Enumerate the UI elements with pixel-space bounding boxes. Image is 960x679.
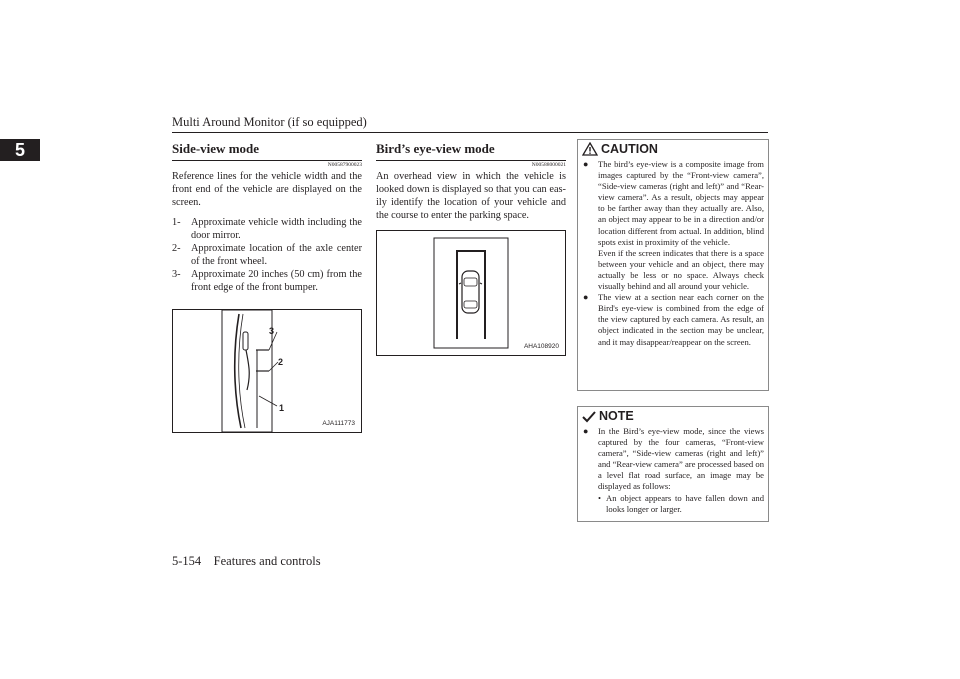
side-view-list — [172, 216, 362, 294]
birds-eye-figure-id: AHA108920 — [523, 343, 559, 350]
chapter-tab: 5 — [0, 139, 40, 161]
birds-eye-body: An overhead view in which the vehicle is looked down is displayed so that you can eas-ily identify the location of your vehicle and the course to enter the parking space. — [376, 171, 566, 221]
note-header — [578, 407, 768, 425]
birds-eye-figure — [376, 230, 566, 356]
bullet-icon: ● — [583, 159, 589, 169]
list-item: ● The view at a section near each corner on the Bird's eye-view is combined from the edge of the view captured by each camera. As result, an object indicated in the section may be unclear, and it may disappear/reappear on the screen. — [583, 292, 764, 347]
side-view-figure-id: AJA111773 — [322, 420, 355, 427]
bullet-icon: ● — [583, 426, 589, 436]
birds-eye-code: N00588000021 — [531, 162, 566, 168]
list-item: • An object appears to have fallen down and looks longer or larger. — [598, 492, 764, 514]
list-item: ● The bird’s eye-view is a composite image from images captured by the “Front-view camera”, “Side-view cameras (right and left)” and “Rear-view camera”. As a result, objects may appear to be farther away than they actually are. Also, an object may appear to be in a direction and/or location different from actual. In addition, blind spots exist in proximity of the vehicle. — [583, 159, 764, 247]
caution-title: CAUTION — [601, 142, 658, 156]
list-item: 1- Approximate vehicle width including the door mirror. — [172, 217, 362, 241]
side-view-intro: Reference lines for the vehicle width and the front end of the vehicle are displayed on the screen. — [172, 171, 362, 208]
note-content — [578, 425, 768, 515]
birds-eye-section — [376, 141, 566, 222]
birds-eye-illustration — [377, 231, 565, 355]
list-item: ● In the Bird’s eye-view mode, since the views captured by the four cameras, “Front-view camera”, “Side-view cameras (right and left)” and “Rear-view camera” are processed based on a level flat road surface, an image may be displayed as follows: — [583, 426, 764, 492]
page-footer — [172, 554, 321, 569]
warning-triangle-icon — [582, 142, 598, 156]
side-view-section — [172, 141, 362, 294]
note-box — [577, 406, 769, 522]
bullet-icon: ● — [583, 292, 589, 303]
note-title: NOTE — [599, 409, 634, 423]
side-view-illustration — [173, 310, 361, 432]
pencil-note-icon — [582, 410, 596, 423]
list-item: 2- Approximate location of the axle center of the front wheel. — [172, 243, 362, 267]
side-view-code: N00587900023 — [327, 162, 362, 168]
caution-header — [578, 140, 768, 158]
header-rule — [172, 132, 768, 133]
side-view-figure — [172, 309, 362, 433]
birds-eye-rule — [376, 160, 566, 161]
side-view-rule — [172, 160, 362, 161]
callout-1: 1 — [279, 403, 285, 413]
page-header: Multi Around Monitor (if so equipped) — [172, 115, 367, 129]
caution-box — [577, 139, 769, 391]
callout-2: 2 — [278, 357, 284, 367]
list-item: 3- Approximate 20 inches (50 cm) from the front edge of the front bumper. — [172, 269, 362, 293]
birds-eye-title: Bird’s eye-view mode — [376, 141, 495, 156]
caution-content — [578, 158, 768, 348]
list-item: Even if the screen indicates that there is a space between your vehicle and an object, there may actually be less or no space. Always check visually behind and all around your vehicle. — [598, 247, 764, 292]
side-view-title: Side-view mode — [172, 141, 260, 156]
callout-3: 3 — [269, 326, 275, 336]
page-number: 5-154 — [172, 554, 202, 568]
footer-section: Features and controls — [213, 554, 321, 568]
